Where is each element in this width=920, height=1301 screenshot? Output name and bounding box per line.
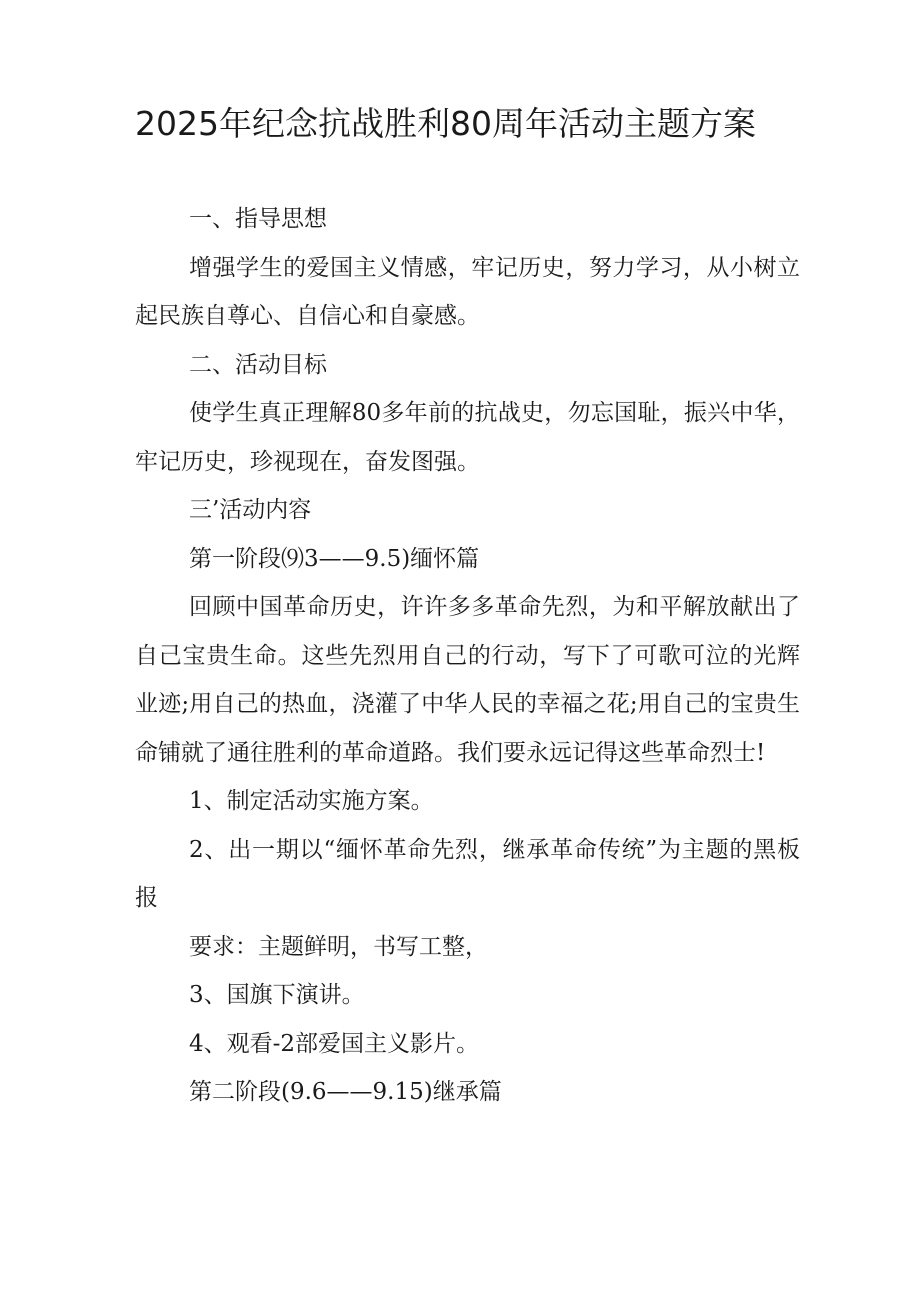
document-title: 2025年纪念抗战胜利80周年活动主题方案	[135, 104, 756, 143]
list-item-4: 4、观看-2部爱国主义影片。	[189, 1030, 480, 1057]
section-heading-activity-goals: 二、活动目标	[189, 351, 327, 378]
stage-two-heading: 第二阶段(9.6——9.15)继承篇	[189, 1079, 502, 1105]
section-heading-activity-content: 三’活动内容	[189, 497, 312, 523]
document-body	[135, 195, 800, 1117]
paragraph-activity-goals: 使学生真正理解80多年前的抗战史，勿忘国耻，振兴中华，牢记历史，珍视现在，奋发图强。	[135, 400, 800, 475]
requirements-line: 要求：主题鲜明，书写工整，	[189, 933, 488, 960]
section-heading-guiding-ideology: 一、指导思想	[189, 206, 327, 232]
paragraph-stage-one-intro: 回顾中国革命历史，许许多多革命先烈，为和平解放献出了自己宝贵生命。这些先烈用自己的行动，写下了可歌可泣的光辉业迹;用自己的热血，浇灌了中华人民的幸福之花;用自己的宝贵生命铺就了通往胜利的革命道路。我们要永远记得这些革命烈士!	[135, 594, 800, 766]
list-item-1: 1、制定活动实施方案。	[189, 788, 434, 814]
stage-one-heading: 第一阶段⑼3——9.5)缅怀篇	[189, 545, 480, 572]
paragraph-guiding-ideology: 增强学生的爱国主义情感，牢记历史，努力学习，从小树立起民族自尊心、自信心和自豪感。	[135, 254, 800, 329]
list-item-3: 3、国旗下演讲。	[189, 982, 365, 1008]
list-item-2: 2、出一期以“缅怀革命先烈，继承革命传统”为主题的黑板报	[135, 836, 800, 911]
